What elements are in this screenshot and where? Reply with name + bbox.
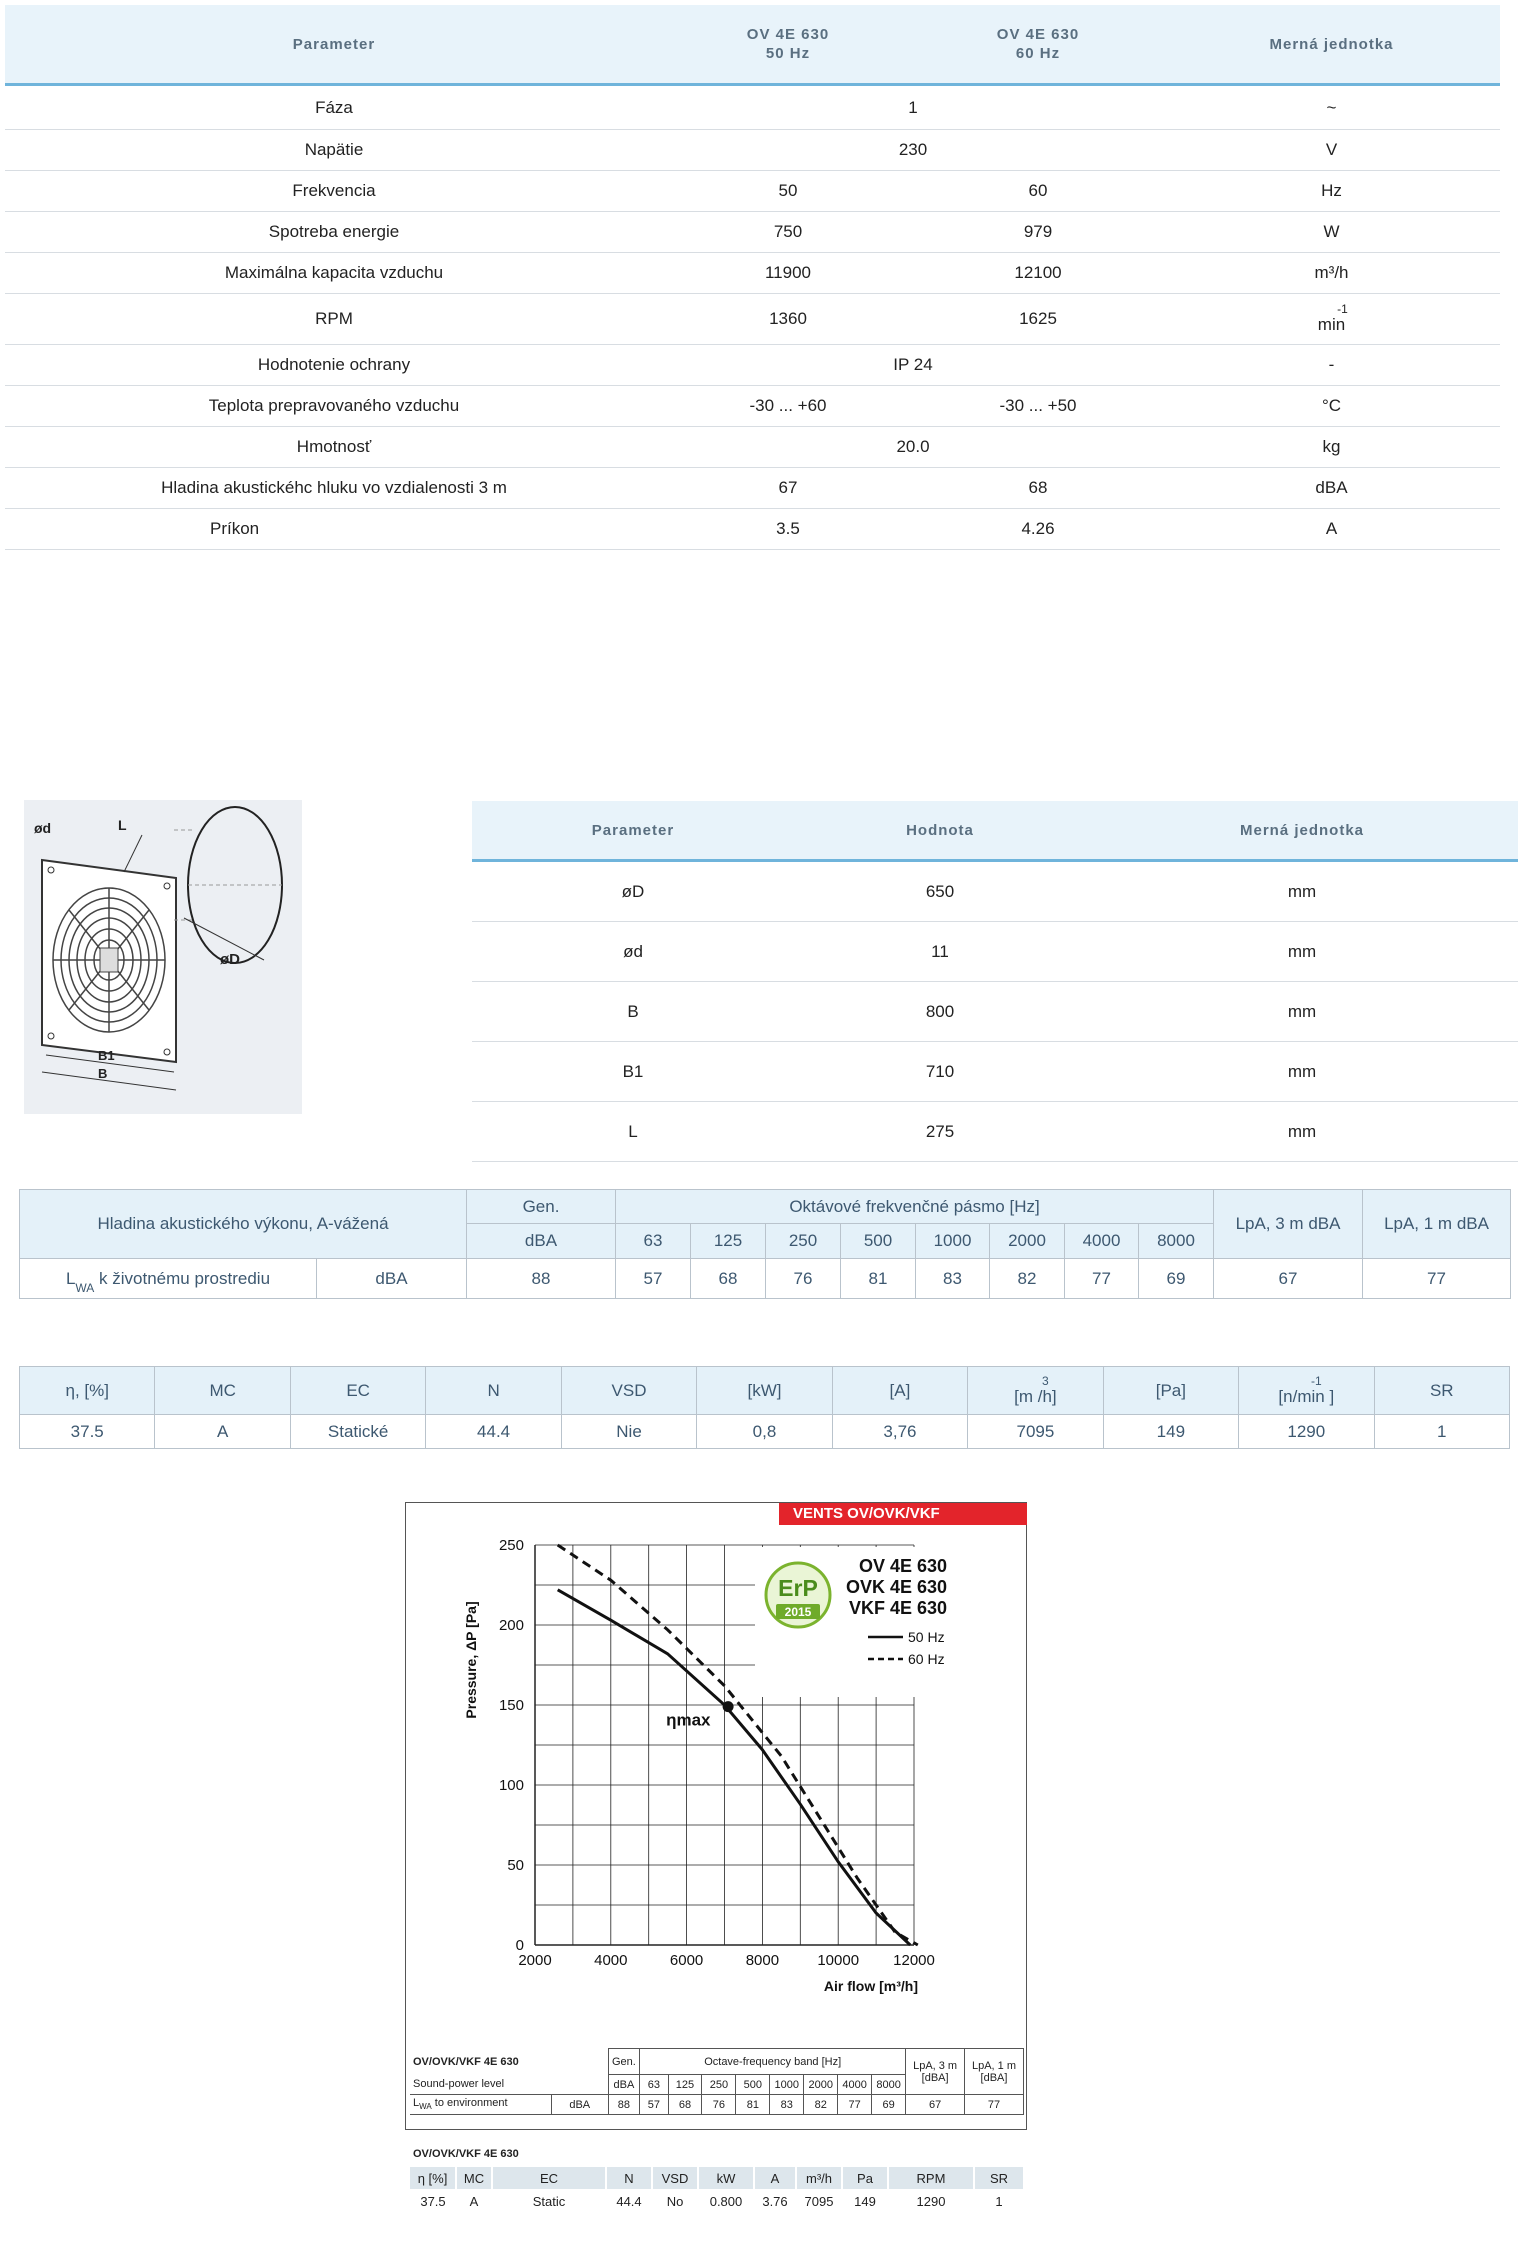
erp-nmin-base: [n/min <box>1278 1386 1325 1406</box>
spec-unit: kg <box>1322 437 1341 456</box>
dim-value: 800 <box>925 1001 955 1021</box>
acoustic-gen-unit: dBA <box>467 1224 616 1259</box>
mini-band: 125 <box>668 2075 702 2095</box>
dim-param: ød <box>623 941 643 961</box>
erp-value-cell: 37.5 <box>20 1415 155 1449</box>
erp-value-cell: 7095 <box>968 1415 1103 1449</box>
spec-merged-value: IP 24 <box>893 355 933 374</box>
spec-unit: °C <box>1321 396 1342 415</box>
acoustic-lpa3-value: 67 <box>1214 1259 1363 1299</box>
mini-band: 2000 <box>804 2075 838 2095</box>
spec-value-50hz: 11900 <box>764 263 811 282</box>
erp-value-cell: A <box>155 1415 290 1449</box>
unit-base: min <box>1317 315 1346 334</box>
mini-erp-table <box>410 2167 1025 2213</box>
spec-value-60hz: 4.26 <box>1021 519 1055 538</box>
erp-value-cell: 149 <box>1103 1415 1238 1449</box>
mini-erp-header: MC <box>456 2167 492 2189</box>
spec-param-label: Napätie <box>304 140 364 159</box>
chart-svg <box>406 1503 1028 2131</box>
mini-band: 4000 <box>838 2075 872 2095</box>
dim-unit: mm <box>1287 1121 1317 1141</box>
spec-unit: W <box>1323 222 1340 241</box>
spec-row <box>5 212 1500 253</box>
mini-lpa3: LpA, 3 m [dBA] <box>906 2049 965 2095</box>
mini-erp-value: No <box>666 2193 684 2209</box>
mini-erp-header: Pa <box>842 2167 888 2189</box>
mini-row-env: $L_{WA}$ to environment <box>410 2095 551 2115</box>
acoustic-band-125: 125 <box>691 1224 766 1259</box>
mini-band: 8000 <box>872 2075 906 2095</box>
erp-header-cell: N <box>426 1367 561 1415</box>
dim-param: øD <box>621 881 645 901</box>
spec-param-label: Hladina akustickéhc hluku vo vzdialenosti 3 m <box>161 478 507 497</box>
mini-band-value: 57 <box>640 2095 668 2115</box>
acoustic-band-value: 76 <box>766 1259 841 1299</box>
mini-erp-header: η [%] <box>410 2167 456 2189</box>
spec-param-label: Hmotnosť <box>296 437 372 456</box>
dimension-row <box>472 982 1518 1042</box>
acoustic-band-value: 69 <box>1139 1259 1214 1299</box>
x-tick-label: 8000 <box>745 1952 780 1969</box>
erp-nmin-rest: ] <box>1324 1386 1335 1406</box>
erp-header-cell: [kW] <box>697 1367 832 1415</box>
erp-value-cell: Nie <box>561 1415 696 1449</box>
spec-merged-value: 20.0 <box>896 437 930 456</box>
mini-band-value: 83 <box>770 2095 804 2115</box>
spec-merged-value: 230 <box>898 140 928 159</box>
spec-value-50hz: 3.5 <box>776 519 800 538</box>
label-big-d: øD <box>220 951 240 968</box>
spec-row <box>5 509 1500 550</box>
spec-value-60hz: -30 ... +50 <box>999 396 1077 415</box>
acoustic-band-2000: 2000 <box>990 1224 1065 1259</box>
model-name: OV 4E 630 <box>858 1556 947 1576</box>
spec-row <box>5 427 1500 468</box>
mini-band: dBA <box>608 2075 640 2095</box>
acoustic-lpa1-value: 77 <box>1363 1259 1511 1299</box>
dim-value: 650 <box>925 881 955 901</box>
dimension-table <box>472 801 1518 1162</box>
mini-erp-header: RPM <box>888 2167 974 2189</box>
mini-band-value: 69 <box>872 2095 906 2115</box>
dim-unit: mm <box>1287 881 1317 901</box>
erp-value-cell: 1290 <box>1239 1415 1374 1449</box>
spec-table <box>5 5 1500 550</box>
spec-param-label: Príkon <box>210 519 260 538</box>
model-name: OVK 4E 630 <box>845 1577 947 1597</box>
mini-erp-value: A <box>469 2193 479 2209</box>
mini-erp-header: A <box>754 2167 796 2189</box>
acoustic-band-500: 500 <box>841 1224 916 1259</box>
spec-value-50hz: 50 <box>778 181 798 200</box>
dim-param: B <box>627 1001 639 1021</box>
mini-erp-header: kW <box>698 2167 754 2189</box>
acoustic-band-value: 82 <box>990 1259 1065 1299</box>
dimension-header <box>472 801 1518 862</box>
spec-unit: - <box>1328 355 1335 374</box>
acoustic-title: Hladina akustického výkonu, A-vážená <box>20 1190 467 1259</box>
acoustic-band-value: 77 <box>1065 1259 1139 1299</box>
acoustic-band-1000: 1000 <box>916 1224 990 1259</box>
mini-band-value: 68 <box>668 2095 702 2115</box>
mini-erp-title: OV/OVK/VKF 4E 630 <box>413 2148 519 2160</box>
acoustic-row-unit: dBA <box>317 1259 467 1299</box>
spec-header-model-50: OV 4E 630 50 Hz <box>746 26 830 62</box>
spec-unit: ~ <box>1326 97 1337 117</box>
mini-octave: Octave-frequency band [Hz] <box>640 2049 906 2075</box>
y-tick-label: 50 <box>507 1857 524 1874</box>
spec-unit: Hz <box>1321 181 1342 200</box>
erp-m3h-rest: /h] <box>1033 1386 1057 1406</box>
x-axis-label: Air flow [m³/h] <box>823 1978 918 1994</box>
mini-erp-header: m³/h <box>796 2167 842 2189</box>
acoustic-lpa1: LpA, 1 m dBA <box>1363 1190 1511 1259</box>
erp-header-cell: [A] <box>832 1367 967 1415</box>
dimension-row <box>472 862 1518 922</box>
mini-erp-value: 37.5 <box>420 2193 446 2209</box>
erp-value-cell: 3,76 <box>832 1415 967 1449</box>
mini-acoustic-table <box>410 2048 1024 2115</box>
erp-nmin-sup: -1 <box>1310 1373 1322 1388</box>
mini-erp-header: SR <box>974 2167 1024 2189</box>
acoustic-gen: Gen. <box>467 1190 616 1224</box>
spec-row <box>5 253 1500 294</box>
erp-value-cell: 44.4 <box>426 1415 561 1449</box>
x-tick-label: 2000 <box>518 1952 552 1969</box>
acoustic-gen-value: 88 <box>467 1259 616 1299</box>
erp-value-cell: Statické <box>290 1415 425 1449</box>
spec-param-label: RPM <box>315 309 353 328</box>
x-tick-label: 10000 <box>817 1952 860 1969</box>
dim-unit: mm <box>1287 1001 1317 1021</box>
acoustic-octave: Oktávové frekvenčné pásmo [Hz] <box>616 1190 1214 1224</box>
erp-m3h-base: [m <box>1014 1386 1034 1406</box>
dim-value: 275 <box>925 1121 955 1141</box>
mini-erp-header: VSD <box>652 2167 698 2189</box>
dimension-row <box>472 1042 1518 1102</box>
erp-header-cell <box>1239 1367 1374 1415</box>
y-tick-label: 150 <box>498 1697 524 1714</box>
erp-table <box>19 1366 1510 1449</box>
spec-header-parameter: Parameter <box>292 35 376 53</box>
label-b: B <box>98 1066 108 1081</box>
acoustic-band-value: 83 <box>916 1259 990 1299</box>
spec-row <box>5 468 1500 509</box>
mini-erp-header: EC <box>492 2167 606 2189</box>
acoustic-band-value: 81 <box>841 1259 916 1299</box>
erp-header-cell <box>968 1367 1103 1415</box>
label-small-d: ød <box>34 820 52 836</box>
acoustic-band-8000: 8000 <box>1139 1224 1214 1259</box>
erp-value-cell: 0,8 <box>697 1415 832 1449</box>
spec-row <box>5 171 1500 212</box>
vents-banner: VENTS OV/OVK/VKF <box>779 1503 1027 1525</box>
spec-param-label: Hodnotenie ochrany <box>257 355 411 374</box>
acoustic-lpa3: LpA, 3 m dBA <box>1214 1190 1363 1259</box>
dimension-body <box>472 862 1518 1162</box>
erp-header-cell: SR <box>1374 1367 1509 1415</box>
mini-erp-header: N <box>606 2167 652 2189</box>
fan-dimension-drawing <box>24 800 302 1114</box>
erp-header-cell: VSD <box>561 1367 696 1415</box>
acoustic-band-4000: 4000 <box>1065 1224 1139 1259</box>
erp-badge-text: ErP <box>778 1575 818 1601</box>
y-tick-label: 200 <box>498 1617 524 1634</box>
legend-label: 50 Hz <box>908 1629 945 1645</box>
x-tick-label: 4000 <box>594 1952 628 1969</box>
spec-param-label: Maximálna kapacita vzduchu <box>224 263 444 282</box>
dim-param: B1 <box>622 1061 644 1081</box>
spec-row <box>5 294 1500 345</box>
spec-unit <box>1163 294 1500 344</box>
acoustic-band-63: 63 <box>616 1224 691 1259</box>
mini-row-sound: Sound-power level <box>410 2075 608 2095</box>
spec-param-label: Teplota prepravovaného vzduchu <box>208 396 460 415</box>
y-tick-label: 0 <box>515 1937 524 1954</box>
mini-erp-value: 7095 <box>804 2193 834 2209</box>
spec-merged-value: 1 <box>908 97 918 117</box>
mini-band-value: 77 <box>838 2095 872 2115</box>
fan-drawing-svg <box>24 800 302 1114</box>
y-tick-label: 250 <box>498 1537 524 1554</box>
spec-value-50hz: 67 <box>778 478 798 497</box>
spec-body <box>5 86 1500 550</box>
x-tick-label: 12000 <box>893 1952 935 1969</box>
erp-m3h-sup: 3 <box>1042 1373 1049 1388</box>
acoustic-band-value: 68 <box>691 1259 766 1299</box>
spec-unit: dBA <box>1315 478 1348 497</box>
mini-band: 250 <box>702 2075 736 2095</box>
spec-param-label: Fáza <box>315 97 353 117</box>
dim-header-value: Hodnota <box>906 821 974 839</box>
spec-unit: V <box>1325 140 1338 159</box>
mini-band: 500 <box>736 2075 770 2095</box>
acoustic-row-label: $L_{WA}$ k životnému prostrediu <box>20 1259 317 1299</box>
spec-value-60hz: 979 <box>1023 222 1053 241</box>
mini-erp-value: 0.800 <box>709 2193 743 2209</box>
mini-gen: Gen. <box>608 2049 640 2075</box>
fan-curve-chart <box>405 1502 1027 2130</box>
eta-max-label: ηmax <box>666 1710 711 1730</box>
spec-row <box>5 345 1500 386</box>
x-tick-label: 6000 <box>669 1952 704 1969</box>
y-axis-label: Pressure, ΔP [Pa] <box>463 1601 479 1719</box>
mini-lpa1: LpA, 1 m [dBA] <box>965 2049 1024 2095</box>
spec-value-50hz: 1360 <box>769 309 807 328</box>
mini-erp-value: Static <box>532 2193 566 2209</box>
dim-header-parameter: Parameter <box>591 821 675 839</box>
spec-header-model-60: OV 4E 630 60 Hz <box>996 26 1080 62</box>
spec-value-50hz: -30 ... +60 <box>749 396 827 415</box>
mini-erp-value: 1 <box>995 2193 1003 2209</box>
erp-badge-year: 2015 <box>784 1605 812 1619</box>
dim-param: L <box>628 1121 638 1141</box>
erp-header-cell: [Pa] <box>1103 1367 1238 1415</box>
spec-row <box>5 386 1500 427</box>
spec-unit: A <box>1325 519 1338 538</box>
spec-param-label: Spotreba energie <box>268 222 400 241</box>
legend-label: 60 Hz <box>908 1651 945 1667</box>
dim-value: 11 <box>931 941 949 961</box>
acoustic-band-250: 250 <box>766 1224 841 1259</box>
spec-value-50hz: 750 <box>773 222 803 241</box>
erp-value-cell: 1 <box>1374 1415 1509 1449</box>
spec-row <box>5 86 1500 130</box>
mini-band-value: 81 <box>736 2095 770 2115</box>
model-name: VKF 4E 630 <box>848 1598 947 1618</box>
spec-header <box>5 5 1500 86</box>
dim-unit: mm <box>1287 941 1317 961</box>
spec-param-label: Frekvencia <box>292 181 376 200</box>
spec-row <box>5 130 1500 171</box>
acoustic-table <box>19 1189 1511 1299</box>
dim-unit: mm <box>1287 1061 1317 1081</box>
mini-row-unit: dBA <box>551 2095 608 2115</box>
mini-lpa1-value: 77 <box>965 2095 1024 2115</box>
mini-band-value: 76 <box>702 2095 736 2115</box>
label-b1: B1 <box>98 1048 115 1063</box>
dim-value: 710 <box>925 1061 955 1081</box>
mini-erp-value: 1290 <box>916 2193 946 2209</box>
spec-value-60hz: 60 <box>1028 181 1048 200</box>
acoustic-band-value: 57 <box>616 1259 691 1299</box>
dimension-row <box>472 1102 1518 1162</box>
spec-value-60hz: 1625 <box>1019 309 1057 328</box>
spec-unit: m³/h <box>1314 263 1349 282</box>
dimension-row <box>472 922 1518 982</box>
unit-superscript: -1 <box>1337 302 1348 316</box>
label-l: L <box>118 817 127 833</box>
erp-header-cell: EC <box>290 1367 425 1415</box>
mini-lpa3-value: 67 <box>906 2095 965 2115</box>
eta-max-point <box>723 1701 734 1712</box>
dim-header-unit: Merná jednotka <box>1239 821 1365 839</box>
mini-acoustic-title: OV/OVK/VKF 4E 630 <box>413 2055 519 2068</box>
mini-erp-value: 44.4 <box>616 2193 642 2209</box>
spec-header-unit: Merná jednotka <box>1269 35 1394 53</box>
mini-band: 63 <box>640 2075 668 2095</box>
spec-value-60hz: 12100 <box>1014 263 1062 282</box>
mini-erp-value: 149 <box>854 2193 876 2209</box>
mini-erp-value: 3.76 <box>762 2193 788 2209</box>
mini-band-value: 88 <box>608 2095 640 2115</box>
erp-header-cell: η, [%] <box>20 1367 155 1415</box>
spec-value-60hz: 68 <box>1028 478 1048 497</box>
erp-header-cell: MC <box>155 1367 290 1415</box>
y-tick-label: 100 <box>498 1777 524 1794</box>
mini-band-value: 82 <box>804 2095 838 2115</box>
mini-band: 1000 <box>770 2075 804 2095</box>
